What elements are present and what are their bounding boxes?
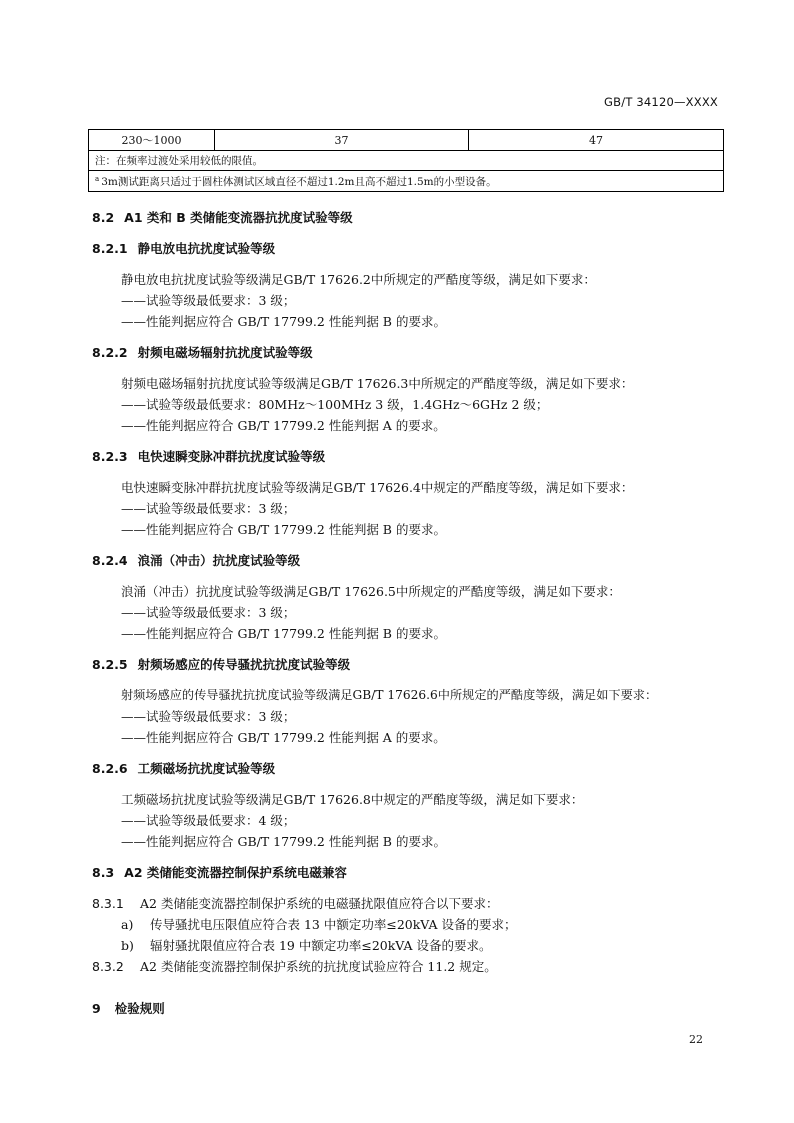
table-row <box>89 130 724 151</box>
list-item: ——试验等级最低要求：3 级； <box>121 709 296 724</box>
requirement-8-3-2: 8.3.2 A2 类储能变流器控制保护系统的抗扰度试验应符合 11.2 规定。 <box>92 959 497 974</box>
table-footnote-row <box>89 171 724 192</box>
section-paragraph: 射频电磁场辐射抗扰度试验等级满足GB/T 17626.3中所规定的严酷度等级，满足如下要求： <box>121 376 634 391</box>
page-number: 22 <box>689 1033 703 1046</box>
section-heading-8-2-3: 8.2.3 电快速瞬变脉冲群抗扰度试验等级 <box>92 449 326 464</box>
section-paragraph: 射频场感应的传导骚扰抗扰度试验等级满足GB/T 17626.6中所规定的严酷度等级，满足如下要求： <box>121 688 658 702</box>
requirement-item-a: a) 传导骚扰电压限值应符合表 13 中额定功率≤20kVA 设备的要求； <box>121 917 517 932</box>
limits-table <box>88 129 724 192</box>
limit-cell-1: 37 <box>215 130 469 151</box>
section-heading-8-2-4: 8.2.4 浪涌（冲击）抗扰度试验等级 <box>92 553 301 568</box>
list-item: ——试验等级最低要求：80MHz～100MHz 3 级，1.4GHz～6GHz 2 级； <box>121 397 549 412</box>
section-heading-8-2-6: 8.2.6 工频磁场抗扰度试验等级 <box>92 761 276 776</box>
chapter-heading-9: 9 检验规则 <box>92 1001 165 1016</box>
list-item: ——性能判据应符合 GB/T 17799.2 性能判据 B 的要求。 <box>121 314 446 329</box>
list-item: ——试验等级最低要求：3 级； <box>121 293 296 308</box>
limit-cell-2: 47 <box>469 130 724 151</box>
section-heading-8-3: 8.3 A2 类储能变流器控制保护系统电磁兼容 <box>92 865 347 880</box>
section-paragraph: 电快速瞬变脉冲群抗扰度试验等级满足GB/T 17626.4中规定的严酷度等级，满足如下要求： <box>121 480 634 495</box>
section-heading-8-2-5: 8.2.5 射频场感应的传导骚扰抗扰度试验等级 <box>92 657 351 672</box>
list-item: ——试验等级最低要求：3 级； <box>121 501 296 516</box>
table-note: 注：在频率过渡处采用较低的限值。 <box>89 151 724 171</box>
requirement-8-3-1: 8.3.1 A2 类储能变流器控制保护系统的电磁骚扰限值应符合以下要求： <box>92 896 499 911</box>
section-paragraph: 工频磁场抗扰度试验等级满足GB/T 17626.8中规定的严酷度等级，满足如下要求： <box>121 792 584 807</box>
table-note-row <box>89 151 724 171</box>
list-item: ——性能判据应符合 GB/T 17799.2 性能判据 B 的要求。 <box>121 626 446 641</box>
list-item: ——性能判据应符合 GB/T 17799.2 性能判据 A 的要求。 <box>121 418 446 433</box>
list-item: ——性能判据应符合 GB/T 17799.2 性能判据 B 的要求。 <box>121 522 446 537</box>
frequency-range-cell: 230～1000 <box>89 130 215 151</box>
section-paragraph: 静电放电抗扰度试验等级满足GB/T 17626.2中所规定的严酷度等级，满足如下要求： <box>121 272 596 287</box>
list-item: ——试验等级最低要求：3 级； <box>121 605 296 620</box>
section-heading-8-2-1: 8.2.1 静电放电抗扰度试验等级 <box>92 241 276 256</box>
list-item: ——性能判据应符合 GB/T 17799.2 性能判据 A 的要求。 <box>121 730 446 745</box>
requirement-item-b: b) 辐射骚扰限值应符合表 19 中额定功率≤20kVA 设备的要求。 <box>121 938 492 953</box>
table-footnote <box>89 171 724 192</box>
footnote-mark: a <box>95 174 100 183</box>
section-heading-8-2: 8.2 A1 类和 B 类储能变流器抗扰度试验等级 <box>92 210 353 225</box>
list-item: ——性能判据应符合 GB/T 17799.2 性能判据 B 的要求。 <box>121 834 446 849</box>
section-paragraph: 浪涌（冲击）抗扰度试验等级满足GB/T 17626.5中所规定的严酷度等级，满足如下要求： <box>121 584 621 599</box>
standard-header: GB/T 34120—XXXX <box>604 95 718 109</box>
footnote-text: 3m测试距离只适过于圆柱体测试区域直径不超过1.2m且高不超过1.5m的小型设备。 <box>101 175 497 188</box>
list-item: ——试验等级最低要求：4 级； <box>121 813 296 828</box>
section-heading-8-2-2: 8.2.2 射频电磁场辐射抗扰度试验等级 <box>92 345 313 360</box>
